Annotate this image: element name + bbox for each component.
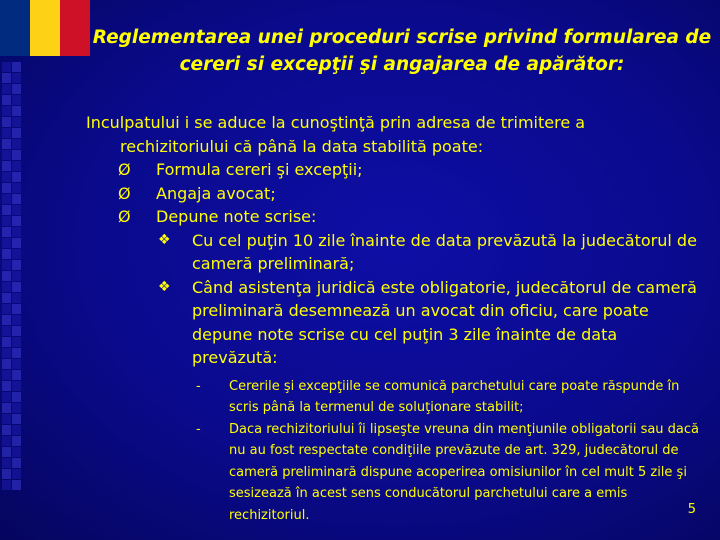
list-item [86, 276, 706, 370]
checker-cell [12, 282, 21, 292]
checker-cell [2, 95, 11, 105]
flag-red-stripe [60, 0, 90, 56]
checker-cell [2, 73, 11, 83]
checker-cell [2, 458, 11, 468]
checker-cell [2, 271, 11, 281]
checker-cell [2, 161, 11, 171]
checker-cell [12, 304, 21, 314]
checker-cell [2, 106, 11, 116]
checker-cell [2, 260, 11, 270]
page-number: 5 [687, 502, 696, 517]
flag-yellow-stripe [30, 0, 60, 56]
checker-cell [2, 414, 11, 424]
checker-cell [2, 326, 11, 336]
checker-cell [12, 106, 21, 116]
level1-list [86, 158, 706, 229]
list-item-text: Când asistenţa juridică este obligatorie, judecătorul de cameră preliminară desemnează un avocat din oficiu, care poate depune note scrise cu cel puţin 3 zile înainte de data prevăzută: [192, 277, 697, 367]
checker-cell [12, 414, 21, 424]
list-item [86, 205, 706, 229]
checker-cell [12, 205, 21, 215]
checker-cell [12, 315, 21, 325]
checker-cell [12, 216, 21, 226]
checker-cell [2, 128, 11, 138]
intro-line-2: rechizitoriului că până la data stabilită poate: [120, 136, 484, 156]
checker-cell [2, 293, 11, 303]
intro-line-1: Inculpatului i se aduce la cunoştinţă prin adresa de trimitere a [86, 113, 586, 132]
checker-cell [12, 326, 21, 336]
checker-cell [2, 84, 11, 94]
checker-cell [12, 348, 21, 358]
checker-cell [2, 282, 11, 292]
list-item-text: Daca rechizitoriului îi lipseşte vreuna din menţiunile obligatorii sau dacă nu au fost respectate condiţiile prevăzute de art. 329, judecătorul de cameră preliminară dispune acoperirea omisiunilor în cel mult 5 zile şi sesizează în acest sens conducătorul parchetului care a emis rechizitoriul. [229, 421, 700, 523]
list-item [86, 158, 706, 182]
checker-cell [2, 469, 11, 479]
checker-cell [2, 315, 11, 325]
checker-cell [12, 161, 21, 171]
slide-title: Reglementarea unei proceduri scrise privind formularea de cereri si excepţii şi angajarea de apărător: [92, 27, 712, 75]
checker-cell [12, 458, 21, 468]
list-item [86, 376, 706, 419]
checker-cell [12, 95, 21, 105]
checker-cell [2, 183, 11, 193]
checker-cell [2, 150, 11, 160]
checker-cell [2, 447, 11, 457]
checker-cell [2, 172, 11, 182]
checker-cell [2, 436, 11, 446]
checker-cell [2, 139, 11, 149]
arrowhead-bullet-icon: Ø [118, 183, 131, 203]
checker-cell [12, 271, 21, 281]
arrowhead-bullet-icon: Ø [118, 207, 131, 226]
list-item-text: Cererile şi excepţiile se comunică parchetului care poate răspunde în scris până la termenul de soluţionare stabilit; [229, 378, 680, 415]
list-item-text: Angaja avocat; [156, 183, 276, 203]
checker-cell [12, 370, 21, 380]
checker-cell [2, 62, 11, 72]
list-item [86, 182, 706, 206]
list-item-text: Cu cel puţin 10 zile înainte de data prevăzută la judecătorul de cameră preliminară; [192, 230, 697, 273]
list-item [86, 229, 706, 276]
checker-cell [12, 150, 21, 160]
checker-cell [12, 381, 21, 391]
checker-cell [2, 337, 11, 347]
checker-cell [12, 62, 21, 72]
checker-cell [12, 139, 21, 149]
checker-cell [12, 425, 21, 435]
list-item [86, 419, 706, 527]
checker-cell [12, 436, 21, 446]
checker-cell [12, 337, 21, 347]
checker-cell [12, 447, 21, 457]
checker-cell [2, 403, 11, 413]
checker-cell [12, 293, 21, 303]
diamond-bullet-icon: ❖ [158, 278, 171, 295]
checker-cell [2, 216, 11, 226]
checker-cell [2, 425, 11, 435]
checker-cell [12, 183, 21, 193]
checker-cell [12, 249, 21, 259]
checker-cell [12, 359, 21, 369]
checker-cell [2, 117, 11, 127]
checker-cell [2, 392, 11, 402]
checker-cell [2, 370, 11, 380]
checker-cell [2, 194, 11, 204]
checker-cell [12, 117, 21, 127]
level3-list [86, 376, 706, 527]
checker-cell [12, 238, 21, 248]
dash-bullet-icon: - [196, 421, 201, 437]
checker-cell [12, 84, 21, 94]
checker-cell [2, 227, 11, 237]
list-item-text: Formula cereri şi excepţii; [156, 160, 363, 179]
checker-cell [12, 403, 21, 413]
checker-cell [12, 227, 21, 237]
checker-cell [2, 249, 11, 259]
checker-cell [12, 128, 21, 138]
level2-list [86, 229, 706, 370]
decorative-checker-column [2, 62, 20, 492]
checker-cell [2, 304, 11, 314]
intro-paragraph [86, 111, 706, 158]
checker-cell [12, 480, 21, 490]
checker-cell [2, 359, 11, 369]
checker-cell [2, 381, 11, 391]
checker-cell [12, 172, 21, 182]
checker-cell [12, 260, 21, 270]
flag-blue-stripe [0, 0, 30, 56]
diamond-bullet-icon: ❖ [158, 231, 171, 248]
checker-cell [12, 73, 21, 83]
slide-body [86, 111, 706, 526]
checker-cell [12, 469, 21, 479]
dash-bullet-icon: - [196, 378, 201, 394]
checker-cell [12, 194, 21, 204]
list-item-text: Depune note scrise: [156, 207, 317, 226]
arrowhead-bullet-icon: Ø [118, 160, 131, 179]
checker-cell [2, 205, 11, 215]
checker-cell [2, 480, 11, 490]
checker-cell [2, 348, 11, 358]
romanian-flag-icon [0, 0, 90, 56]
checker-cell [12, 392, 21, 402]
checker-cell [2, 238, 11, 248]
